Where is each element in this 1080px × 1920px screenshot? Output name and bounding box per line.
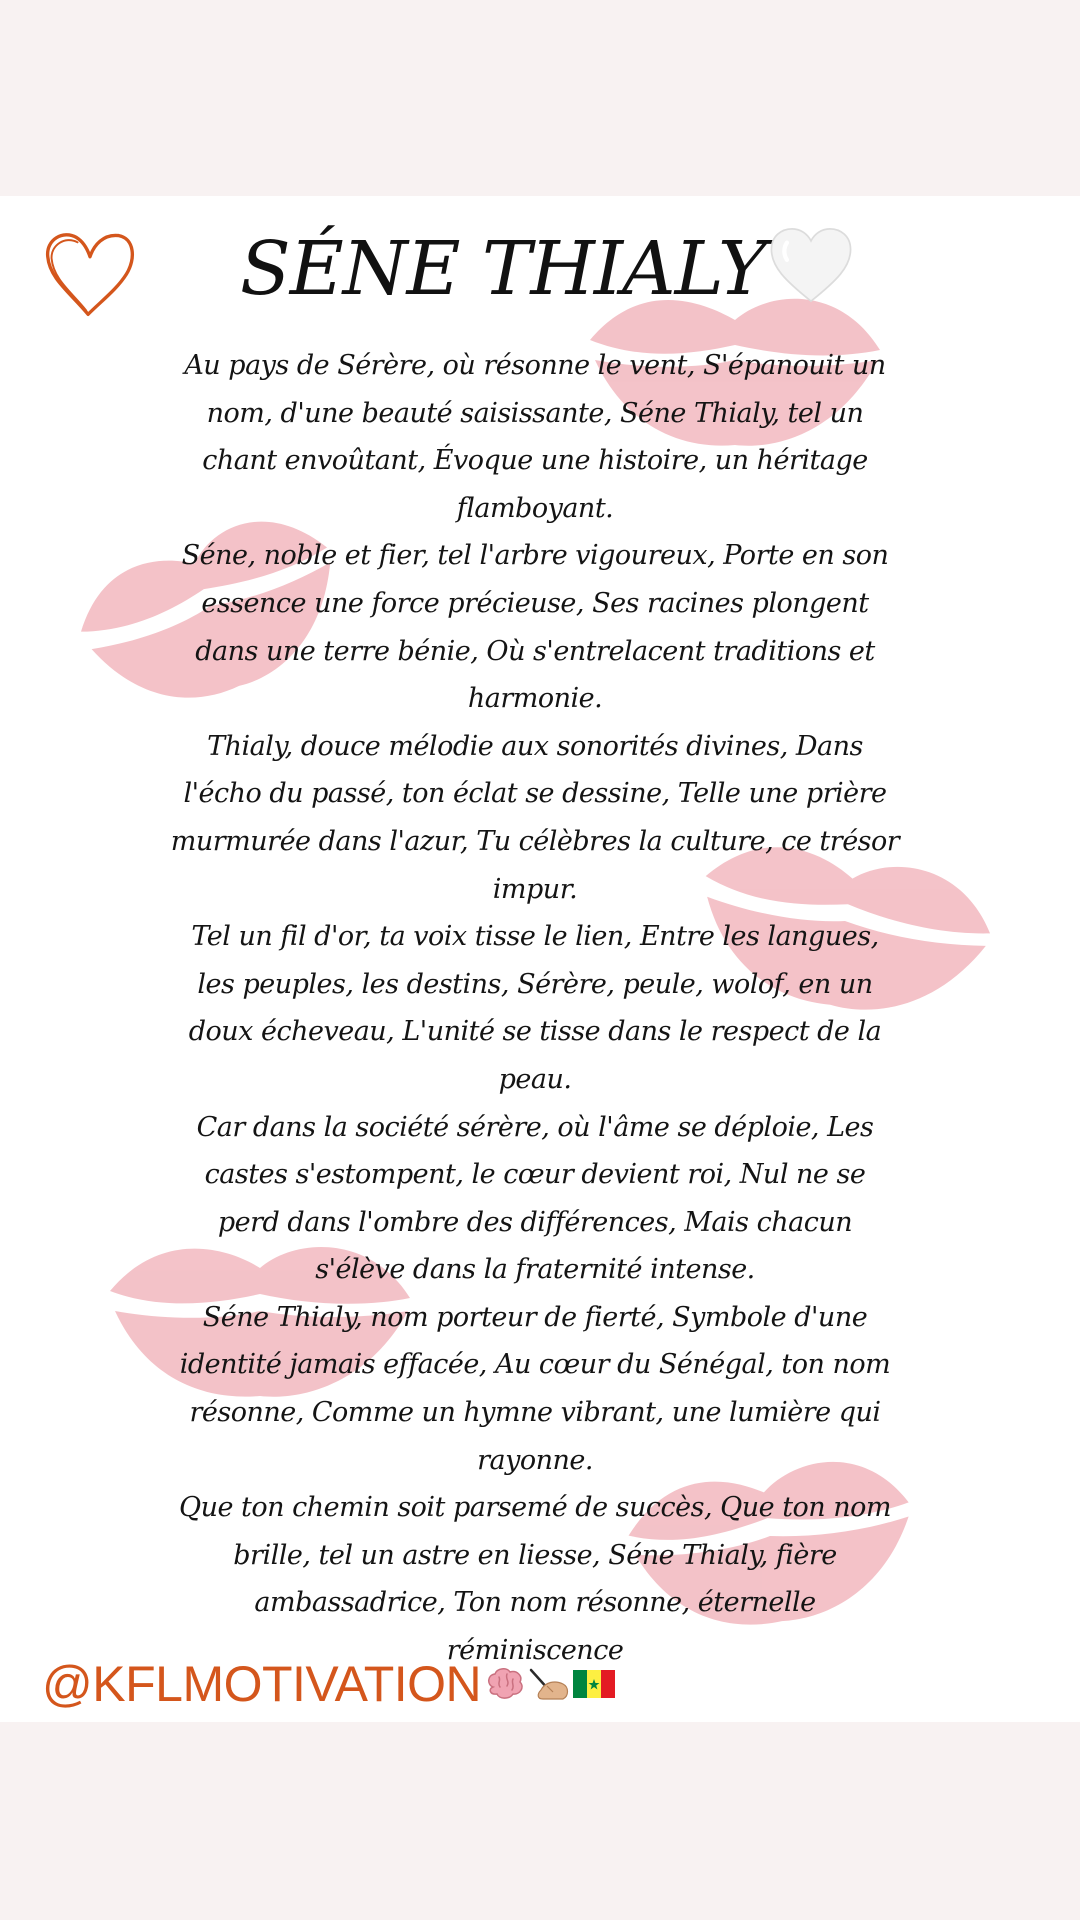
poem-stanza: Que ton chemin soit parsemé de succès, Que ton nom brille, tel un astre en liesse, Séne Thialy, fière ambassadrice, Ton nom résonne, éternelle réminiscence — [178, 1492, 892, 1667]
poem-stanza: Séne Thialy, nom porteur de fierté, Symbole d'une identité jamais effacée, Au cœur du Sénégal, ton nom résonne, Comme un hymne vibrant, une lumière qui rayonne. — [179, 1301, 891, 1476]
poem-card — [0, 196, 1080, 1722]
poem-stanza: Au pays de Sérère, où résonne le vent, S'épanouit un nom, d'une beauté saisissante, Séne Thialy, tel un chant envoûtant, Évoque une histoire, un héritage flamboyant. — [184, 350, 886, 524]
poem-stanza: Séne, noble et fier, tel l'arbre vigoureux, Porte en son essence une force précieuse, Ses racines plongent dans une terre bénie, Où s'entrelacent traditions et harmonie. — [181, 540, 889, 715]
poem-text — [170, 342, 900, 1675]
poem-stanza: Thialy, douce mélodie aux sonorités divines, Dans l'écho du passé, ton éclat se dessine, Telle une prière murmurée dans l'azur, Tu célèbres la culture, ce trésor impur. — [170, 730, 900, 905]
poem-stanza: Tel un fil d'or, ta voix tisse le lien, Entre les langues, les peuples, les destins, Sérère, peule, wolof, en un doux écheveau, L'unité se tisse dans le respect de la peau. — [188, 921, 882, 1095]
senegal-flag-icon — [573, 1670, 615, 1698]
author-footer — [42, 1654, 615, 1714]
brain-icon — [485, 1667, 525, 1701]
title-row — [240, 224, 854, 314]
orange-outline-heart-icon — [42, 226, 138, 322]
footer-emojis — [485, 1666, 615, 1702]
white-heart-icon — [768, 225, 854, 305]
author-handle: @KFLMOTIVATION — [42, 1656, 482, 1712]
poem-stanza: Car dans la société sérère, où l'âme se déploie, Les castes s'estompent, le cœur devient roi, Nul ne se perd dans l'ombre des différences, Mais chacun s'élève dans la fraternité intense. — [196, 1111, 874, 1286]
page-title: SÉNE THIALY — [240, 226, 766, 312]
writing-hand-icon — [527, 1666, 571, 1702]
